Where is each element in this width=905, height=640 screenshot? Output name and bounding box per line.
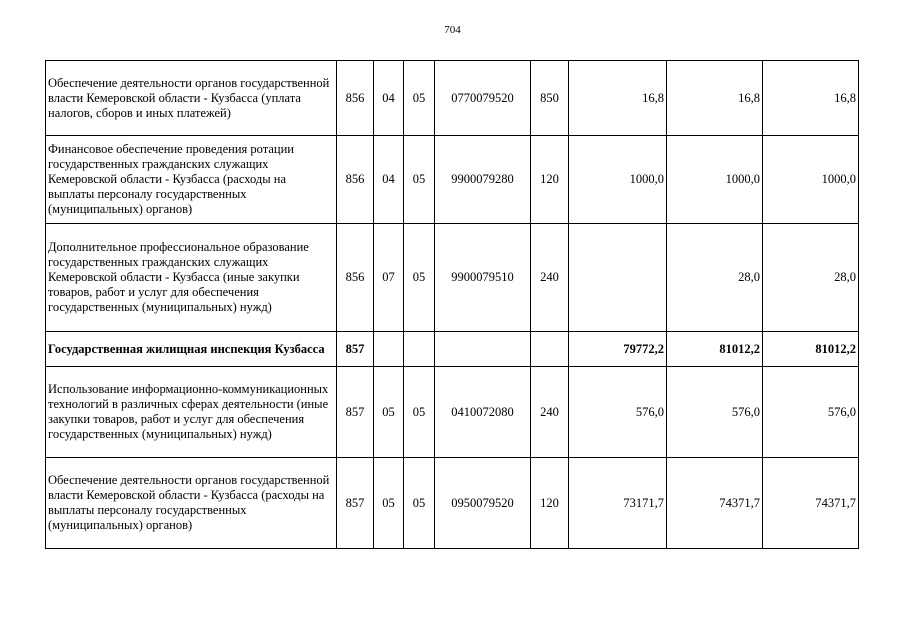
amount-year-1: 16,8: [569, 61, 667, 136]
amount-year-1: 79772,2: [569, 332, 667, 367]
table-row-department-total: [46, 332, 859, 367]
section-code: 05: [374, 458, 404, 549]
target-item-code: 9900079280: [435, 136, 531, 224]
amount-year-3: 28,0: [763, 224, 859, 332]
section-code: 07: [374, 224, 404, 332]
table-row: [46, 61, 859, 136]
expense-type-code: 850: [531, 61, 569, 136]
section-code: 05: [374, 367, 404, 458]
table-row: [46, 458, 859, 549]
amount-year-3: 81012,2: [763, 332, 859, 367]
department-code: 856: [337, 224, 374, 332]
expense-name: Дополнительное профессиональное образование государственных гражданских служащих Кемеровской области - Кузбасса (иные закупки товаров, работ и услуг для обеспечения государственных (муниципальных) нужд): [46, 224, 337, 332]
subsection-code: 05: [404, 224, 435, 332]
target-item-code: 0950079520: [435, 458, 531, 549]
amount-year-2: 81012,2: [667, 332, 763, 367]
table-row: [46, 224, 859, 332]
amount-year-2: 28,0: [667, 224, 763, 332]
amount-year-3: 16,8: [763, 61, 859, 136]
section-code: 04: [374, 61, 404, 136]
amount-year-1: [569, 224, 667, 332]
amount-year-3: 1000,0: [763, 136, 859, 224]
target-item-code: 9900079510: [435, 224, 531, 332]
amount-year-2: 1000,0: [667, 136, 763, 224]
expense-name: Использование информационно-коммуникационных технологий в различных сферах деятельности (иные закупки товаров, работ и услуг для обеспечения государственных (муниципальных) нужд): [46, 367, 337, 458]
expense-name: Государственная жилищная инспекция Кузбасса: [46, 332, 337, 367]
subsection-code: 05: [404, 367, 435, 458]
amount-year-1: 576,0: [569, 367, 667, 458]
department-code: 856: [337, 136, 374, 224]
target-item-code: 0770079520: [435, 61, 531, 136]
department-code: 856: [337, 61, 374, 136]
subsection-code: 05: [404, 61, 435, 136]
table-row: [46, 136, 859, 224]
amount-year-3: 74371,7: [763, 458, 859, 549]
expense-type-code: 240: [531, 367, 569, 458]
page-number: 704: [444, 24, 461, 36]
expense-type-code: 120: [531, 136, 569, 224]
table-row: [46, 367, 859, 458]
subsection-code: 05: [404, 458, 435, 549]
budget-table: [45, 60, 859, 549]
amount-year-1: 73171,7: [569, 458, 667, 549]
amount-year-2: 74371,7: [667, 458, 763, 549]
expense-type-code: 120: [531, 458, 569, 549]
department-code: 857: [337, 332, 374, 367]
expense-type-code: 240: [531, 224, 569, 332]
expense-name: Обеспечение деятельности органов государственной власти Кемеровской области - Кузбасса (уплата налогов, сборов и иных платежей): [46, 61, 337, 136]
amount-year-1: 1000,0: [569, 136, 667, 224]
target-item-code: [435, 332, 531, 367]
expense-type-code: [531, 332, 569, 367]
expense-name: Обеспечение деятельности органов государственной власти Кемеровской области - Кузбасса (расходы на выплаты персоналу государственных (муниципальных) органов): [46, 458, 337, 549]
amount-year-2: 576,0: [667, 367, 763, 458]
amount-year-2: 16,8: [667, 61, 763, 136]
section-code: [374, 332, 404, 367]
section-code: 04: [374, 136, 404, 224]
department-code: 857: [337, 367, 374, 458]
subsection-code: [404, 332, 435, 367]
subsection-code: 05: [404, 136, 435, 224]
expense-name: Финансовое обеспечение проведения ротации государственных гражданских служащих Кемеровской области - Кузбасса (расходы на выплаты персоналу государственных (муниципальных) органов): [46, 136, 337, 224]
target-item-code: 0410072080: [435, 367, 531, 458]
department-code: 857: [337, 458, 374, 549]
amount-year-3: 576,0: [763, 367, 859, 458]
